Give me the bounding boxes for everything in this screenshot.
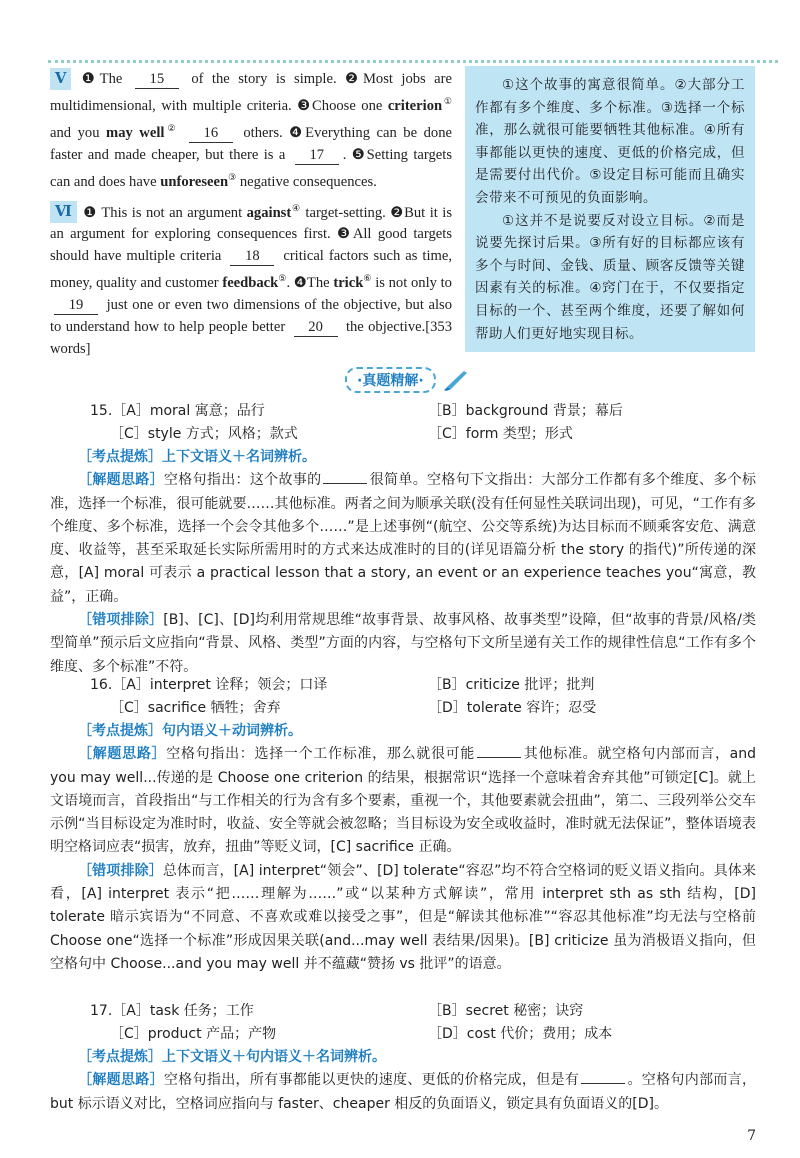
paragraph-v: Ⅴ ❶The 15 of the story is simple. ❷Most jobs are multidimensional, with multiple criteria. ❸Choose one criterion① and you may well② 16 others. ❹Everything can be done faster and made cheaper, but there is a 17 . ❺Setting targets can and does have unforeseen③ negative consequences. [50, 68, 452, 193]
option-15-a[interactable]: 15.［A］moral 寓意；品行 [90, 403, 265, 419]
blank-19[interactable]: 19 [54, 297, 98, 315]
blank-20[interactable]: 20 [294, 319, 338, 337]
option-15-c[interactable]: ［C］style 方式；风格；款式 [110, 426, 298, 442]
question-16: 16.［A］interpret 诠释；领会；口译 ［B］criticize 批评；批判 ［C］sacrifice 牺牲；舍弃 ［D］tolerate 容许；忍受 ［考点提炼］句内语义＋动词辨析。 ［解题思路］空格句指出：选择一个工作标准，那么就很可能 其他标准。就空格句内部而言，and you may well...传递的是 Choose one criterion 的结果，根据常识“选择一个意味着舍弃其他”可锁定[C]。就上文语境而言，首段指出“与工作相关的行为含有多个要素，重视一个，其他要素就会扭曲”，第二、三段列举公交车示例“当目标设定为准时时，收益、安全等就会被忽略；当目标设为安全或收益时，准时就无法保证”，整体语境表明空格词应表“损害，放弃，扭曲”等贬义词，[C] sacrifice 正确。 ［错项排除］总体而言，[A] interpret“领会”、[D] tolerate“容忍”均不符合空格词的贬义语义指向。具体来看，[A] interpret 表示“把……理解为……”或“以某种方式解读”，常用 interpret sth as sth 结构，[D] tolerate 暗示宾语为“不同意、不喜欢或难以接受之事”，但是“解读其他标准”“容忍其他标准”均无法与空格前 Choose one“选择一个标准”形成因果关联(and...may well 表结果/因果)。[B] criticize 虽为消极语义指向，但空格句中 Choose...and you may well 并不蕴藏“赞扬 vs 批评”的语意。 [50, 674, 756, 976]
option-16-d[interactable]: ［D］tolerate 容许；忍受 [428, 700, 597, 716]
option-17-d[interactable]: ［D］cost 代价；费用；成本 [428, 1026, 613, 1042]
option-15-d[interactable]: ［C］form 类型；形式 [428, 426, 573, 442]
translation-paragraph-1: ①这个故事的寓意很简单。②大部分工作都有多个维度、多个标准。③选择一个标准，那么就很可能要牺牲其他标准。④所有事都能以更快的速度、更低的价格完成，但是需要付出代价。⑤设定目标可能而且确实会带来不可预见的负面影响。 [475, 77, 745, 206]
blank-15[interactable]: 15 [135, 71, 179, 89]
option-16-c[interactable]: ［C］sacrifice 牺牲；舍弃 [110, 700, 281, 716]
blank-16[interactable]: 16 [189, 125, 233, 143]
question-17: 17.［A］task 任务；工作 ［B］secret 秘密；诀窍 ［C］product 产品；产物 ［D］cost 代价；费用；成本 ［考点提炼］上下文语义＋句内语义＋名词辨析。 ［解题思路］空格句指出，所有事都能以更快的速度、更低的价格完成，但是有 。空格句内部而言，but 标示语义对比，空格词应指向与 faster、cheaper 相反的负面语义，锁定具有负面语义的[D]。 [50, 1000, 756, 1116]
blank-17[interactable]: 17 [295, 147, 339, 165]
option-17-b[interactable]: ［B］secret 秘密；诀窍 [428, 1003, 584, 1019]
translation-box [465, 66, 755, 352]
section-heading [345, 366, 470, 394]
brush-icon [442, 368, 470, 392]
page-number: 7 [747, 1128, 756, 1144]
english-passage [50, 68, 452, 362]
blank-18[interactable]: 18 [230, 248, 274, 266]
option-16-a[interactable]: 16.［A］interpret 诠释；领会；口译 [90, 677, 328, 693]
option-17-c[interactable]: ［C］product 产品；产物 [110, 1026, 277, 1042]
option-15-b[interactable]: ［B］background 背景；幕后 [428, 403, 623, 419]
paragraph-marker-v: Ⅴ [50, 68, 71, 90]
option-17-a[interactable]: 17.［A］task 任务；工作 [90, 1003, 254, 1019]
translation-paragraph-2: ①这并不是说要反对设立目标。②而是说要先探讨后果。③所有好的目标都应该有多个与时间、金钱、质量、顾客反馈等关键因素有关的标准。④窍门在于，不仅要指定目标的一个、甚至两个维度，还要了解如何帮助人们更好地实现目标。 [475, 212, 745, 342]
section-title: ·真题精解· [345, 367, 436, 393]
paragraph-marker-vi: Ⅵ [50, 201, 77, 223]
question-15: 15.［A］moral 寓意；品行 ［B］background 背景；幕后 ［C］style 方式；风格；款式 ［C］form 类型；形式 ［考点提炼］上下文语义＋名词辨析。 ［解题思路］空格句指出：这个故事的 很简单。空格句下文指出：大部分工作都有多个维度、多个标准，选择一个标准，很可能就要……其他标准。两者之间为顺承关联(没有任何显性关联词出现)，可见，“工作有多个维度、多个标准，选择一个会令其他多个……”是上述事例“(航空、公交等系统)为达目标而不顾乘客安危、满意度、收益等，甚至采取延长实际所需用时的方式来达成准时的目的(详见语篇分析 the story 的指代)”所传递的深意，[A] moral 可表示 a practical lesson that a story, an event or an experience teaches you“寓意，教益”，正确。 ［错项排除］[B]、[C]、[D]均利用常规思维“故事背景、故事风格、故事类型”设障，但“故事的背景/风格/类型简单”预示后文应指向“背景、风格、类型”方面的内容，与空格句下文所呈递有关工作的规律性信息“工作有多个维度、多个标准”不符。 [50, 400, 756, 679]
dotted-divider [48, 60, 778, 63]
option-16-b[interactable]: ［B］criticize 批评；批判 [428, 677, 595, 693]
paragraph-vi: Ⅵ ❶ This is not an argument against④ target-setting. ❷But it is an argument for exploring consequences first. ❸All good targets should have multiple criteria 18 critical factors such as time, money, quality and customer feedback⑤. ❹The trick⑥ is not only to 19 just one or even two dimensions of the objective, but also to understand how to help people better 20 the objective.[353 words] [50, 202, 453, 358]
